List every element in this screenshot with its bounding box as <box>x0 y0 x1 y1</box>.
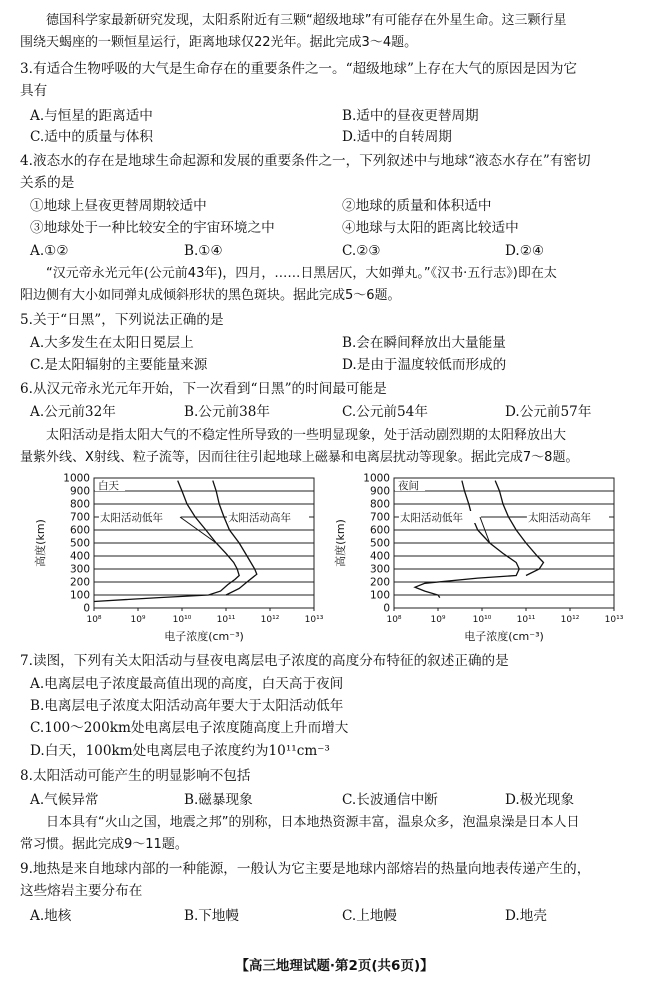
y-tick-label: 100 <box>369 589 390 602</box>
y-tick-label: 400 <box>369 550 390 563</box>
q4-statement-2: ②地球的质量和体积适中 <box>342 198 492 214</box>
series-line-high <box>213 481 257 595</box>
passage-1-line-2: 围绕天蝎座的一颗恒星运行，距离地球仅22光年。据此完成3～4题。 <box>20 35 418 50</box>
passage-2-line-1: “汉元帝永光元年(公元前43年)，四月，……日黑居仄，大如弹丸。”《汉书·五行志》)即在太 <box>46 266 557 281</box>
chart-daytime <box>30 470 340 650</box>
q5-option-d: D.是由于温度较低而形成的 <box>342 357 507 373</box>
x-tick-label: 10¹³ <box>304 615 324 625</box>
question-5-stem: 5.关于“日黑”，下列说法正确的是 <box>20 312 224 328</box>
q4-option-d: D.②④ <box>505 243 545 259</box>
q8-option-b: B.磁暴现象 <box>184 792 253 808</box>
y-tick-label: 800 <box>69 498 90 511</box>
passage-3-line-2: 量紫外线、X射线、粒子流等，因而往往引起地球上磁暴和电离层扰动等现象。据此完成7～8题。 <box>20 450 579 465</box>
x-tick-label: 10¹² <box>260 615 280 625</box>
passage-3-line-1: 太阳活动是指太阳大气的不稳定性所导致的一些明显现象，处于活动剧烈期的太阳释放出大 <box>46 428 567 443</box>
passage-2-line-2: 阳边侧有大小如同弹丸成倾斜形状的黑色斑块。据此完成5～6题。 <box>20 288 401 303</box>
panel-title: 夜间 <box>398 480 419 492</box>
x-tick-label: 10¹³ <box>604 615 624 625</box>
y-tick-label: 400 <box>69 550 90 563</box>
y-tick-label: 300 <box>69 563 90 576</box>
legend-label-high: 太阳活动高年 <box>528 512 591 524</box>
x-tick-label: 10¹⁰ <box>172 615 192 625</box>
q9-option-d: D.地壳 <box>505 908 547 924</box>
q8-option-d: D.极光现象 <box>505 792 575 808</box>
q9-option-a: A.地核 <box>30 908 72 924</box>
x-tick-label: 10⁸ <box>86 615 102 625</box>
q6-option-a: A.公元前32年 <box>30 404 116 420</box>
question-9-stem: 9.地热是来自地球内部的一种能源，一般认为它主要是地球内部熔岩的热量向地表传递产生的， <box>20 861 591 877</box>
q5-option-b: B.会在瞬间释放出大量能量 <box>342 335 506 351</box>
passage-1-line-1: 德国科学家最新研究发现，太阳系附近有三颗“超级地球”有可能存在外星生命。这三颗行星 <box>46 13 567 28</box>
q3-option-a: A.与恒星的距离适中 <box>30 108 153 124</box>
x-tick-label: 10⁸ <box>386 615 402 625</box>
question-4-stem-cont: 关系的是 <box>20 175 75 191</box>
q4-option-c: C.②③ <box>342 243 381 259</box>
y-axis-label: 高度(km) <box>334 519 347 567</box>
q9-option-c: C.上地幔 <box>342 908 398 924</box>
question-6-stem: 6.从汉元帝永光元年开始，下一次看到“日黑”的时间最可能是 <box>20 381 387 397</box>
y-tick-label: 200 <box>69 576 90 589</box>
y-tick-label: 100 <box>69 589 90 602</box>
q6-option-c: C.公元前54年 <box>342 404 428 420</box>
passage-4-line-2: 常习惯。据此完成9～11题。 <box>20 837 188 852</box>
x-axis-label: 电子浓度(cm⁻³) <box>164 630 244 643</box>
q7-option-b: B.电离层电子浓度太阳活动高年要大于太阳活动低年 <box>30 698 344 714</box>
q7-option-c: C.100～200km处电离层电子浓度随高度上升而增大 <box>30 720 349 736</box>
question-4-stem: 4.液态水的存在是地球生命起源和发展的重要条件之一，下列叙述中与地球“液态水存在”有密切 <box>20 153 591 169</box>
question-7-stem: 7.读图，下列有关太阳活动与昼夜电离层电子浓度的高度分布特征的叙述正确的是 <box>20 653 509 669</box>
x-tick-label: 10¹⁰ <box>472 615 492 625</box>
series-line-high <box>495 481 543 576</box>
q3-option-d: D.适中的自转周期 <box>342 129 452 145</box>
q4-option-a: A.①② <box>30 243 69 259</box>
q6-option-b: B.公元前38年 <box>184 404 270 420</box>
y-tick-label: 0 <box>383 602 390 615</box>
q4-statement-4: ④地球与太阳的距离比较适中 <box>342 220 519 236</box>
q3-option-c: C.适中的质量与体积 <box>30 129 153 145</box>
page-footer: 【高三地理试题·第2页(共6页)】 <box>235 958 434 974</box>
y-axis-label: 高度(km) <box>34 519 47 567</box>
q8-option-a: A.气候异常 <box>30 792 99 808</box>
q3-option-b: B.适中的昼夜更替周期 <box>342 108 479 124</box>
y-tick-label: 600 <box>69 524 90 537</box>
legend-label-high: 太阳活动高年 <box>228 512 291 524</box>
y-tick-label: 500 <box>369 537 390 550</box>
passage-4-line-1: 日本具有“火山之国，地震之邦”的别称，日本地热资源丰富，温泉众多，泡温泉澡是日本人日 <box>46 815 580 830</box>
question-3-stem: 3.有适合生物呼吸的大气是生命存在的重要条件之一。“超级地球”上存在大气的原因是因为它 <box>20 61 578 77</box>
series-line-low <box>415 481 519 598</box>
q8-option-c: C.长波通信中断 <box>342 792 438 808</box>
y-tick-label: 300 <box>369 563 390 576</box>
x-tick-label: 10¹¹ <box>516 615 536 625</box>
legend-label-low: 太阳活动低年 <box>400 512 463 524</box>
x-tick-label: 10¹¹ <box>216 615 236 625</box>
q4-statement-1: ①地球上昼夜更替周期较适中 <box>30 198 207 214</box>
y-tick-label: 500 <box>69 537 90 550</box>
y-tick-label: 200 <box>369 576 390 589</box>
x-tick-label: 10⁹ <box>430 615 446 625</box>
y-tick-label: 900 <box>369 485 390 498</box>
chart-nighttime <box>330 470 640 650</box>
q9-option-b: B.下地幔 <box>184 908 240 924</box>
y-tick-label: 600 <box>369 524 390 537</box>
y-tick-label: 700 <box>369 511 390 524</box>
q7-option-d: D.白天，100km处电离层电子浓度约为10¹¹cm⁻³ <box>30 743 330 759</box>
q7-option-a: A.电离层电子浓度最高值出现的高度，白天高于夜间 <box>30 676 344 692</box>
y-tick-label: 800 <box>369 498 390 511</box>
x-tick-label: 10⁹ <box>130 615 146 625</box>
y-tick-label: 1000 <box>363 472 390 485</box>
y-tick-label: 900 <box>69 485 90 498</box>
y-tick-label: 700 <box>69 511 90 524</box>
x-tick-label: 10¹² <box>560 615 580 625</box>
legend-label-low: 太阳活动低年 <box>100 512 163 524</box>
x-axis-label: 电子浓度(cm⁻³) <box>464 630 544 643</box>
panel-title: 白天 <box>98 480 119 492</box>
q5-option-a: A.大多发生在太阳日冕层上 <box>30 335 194 351</box>
q4-statement-3: ③地球处于一种比较安全的宇宙环境之中 <box>30 220 275 236</box>
question-3-stem-cont: 具有 <box>20 83 48 99</box>
q4-option-b: B.①④ <box>184 243 223 259</box>
question-9-stem-cont: 这些熔岩主要分布在 <box>20 883 143 899</box>
y-tick-label: 0 <box>83 602 90 615</box>
y-tick-label: 1000 <box>63 472 90 485</box>
question-8-stem: 8.太阳活动可能产生的明显影响不包括 <box>20 768 251 784</box>
q6-option-d: D.公元前57年 <box>505 404 592 420</box>
q5-option-c: C.是太阳辐射的主要能量来源 <box>30 357 208 373</box>
